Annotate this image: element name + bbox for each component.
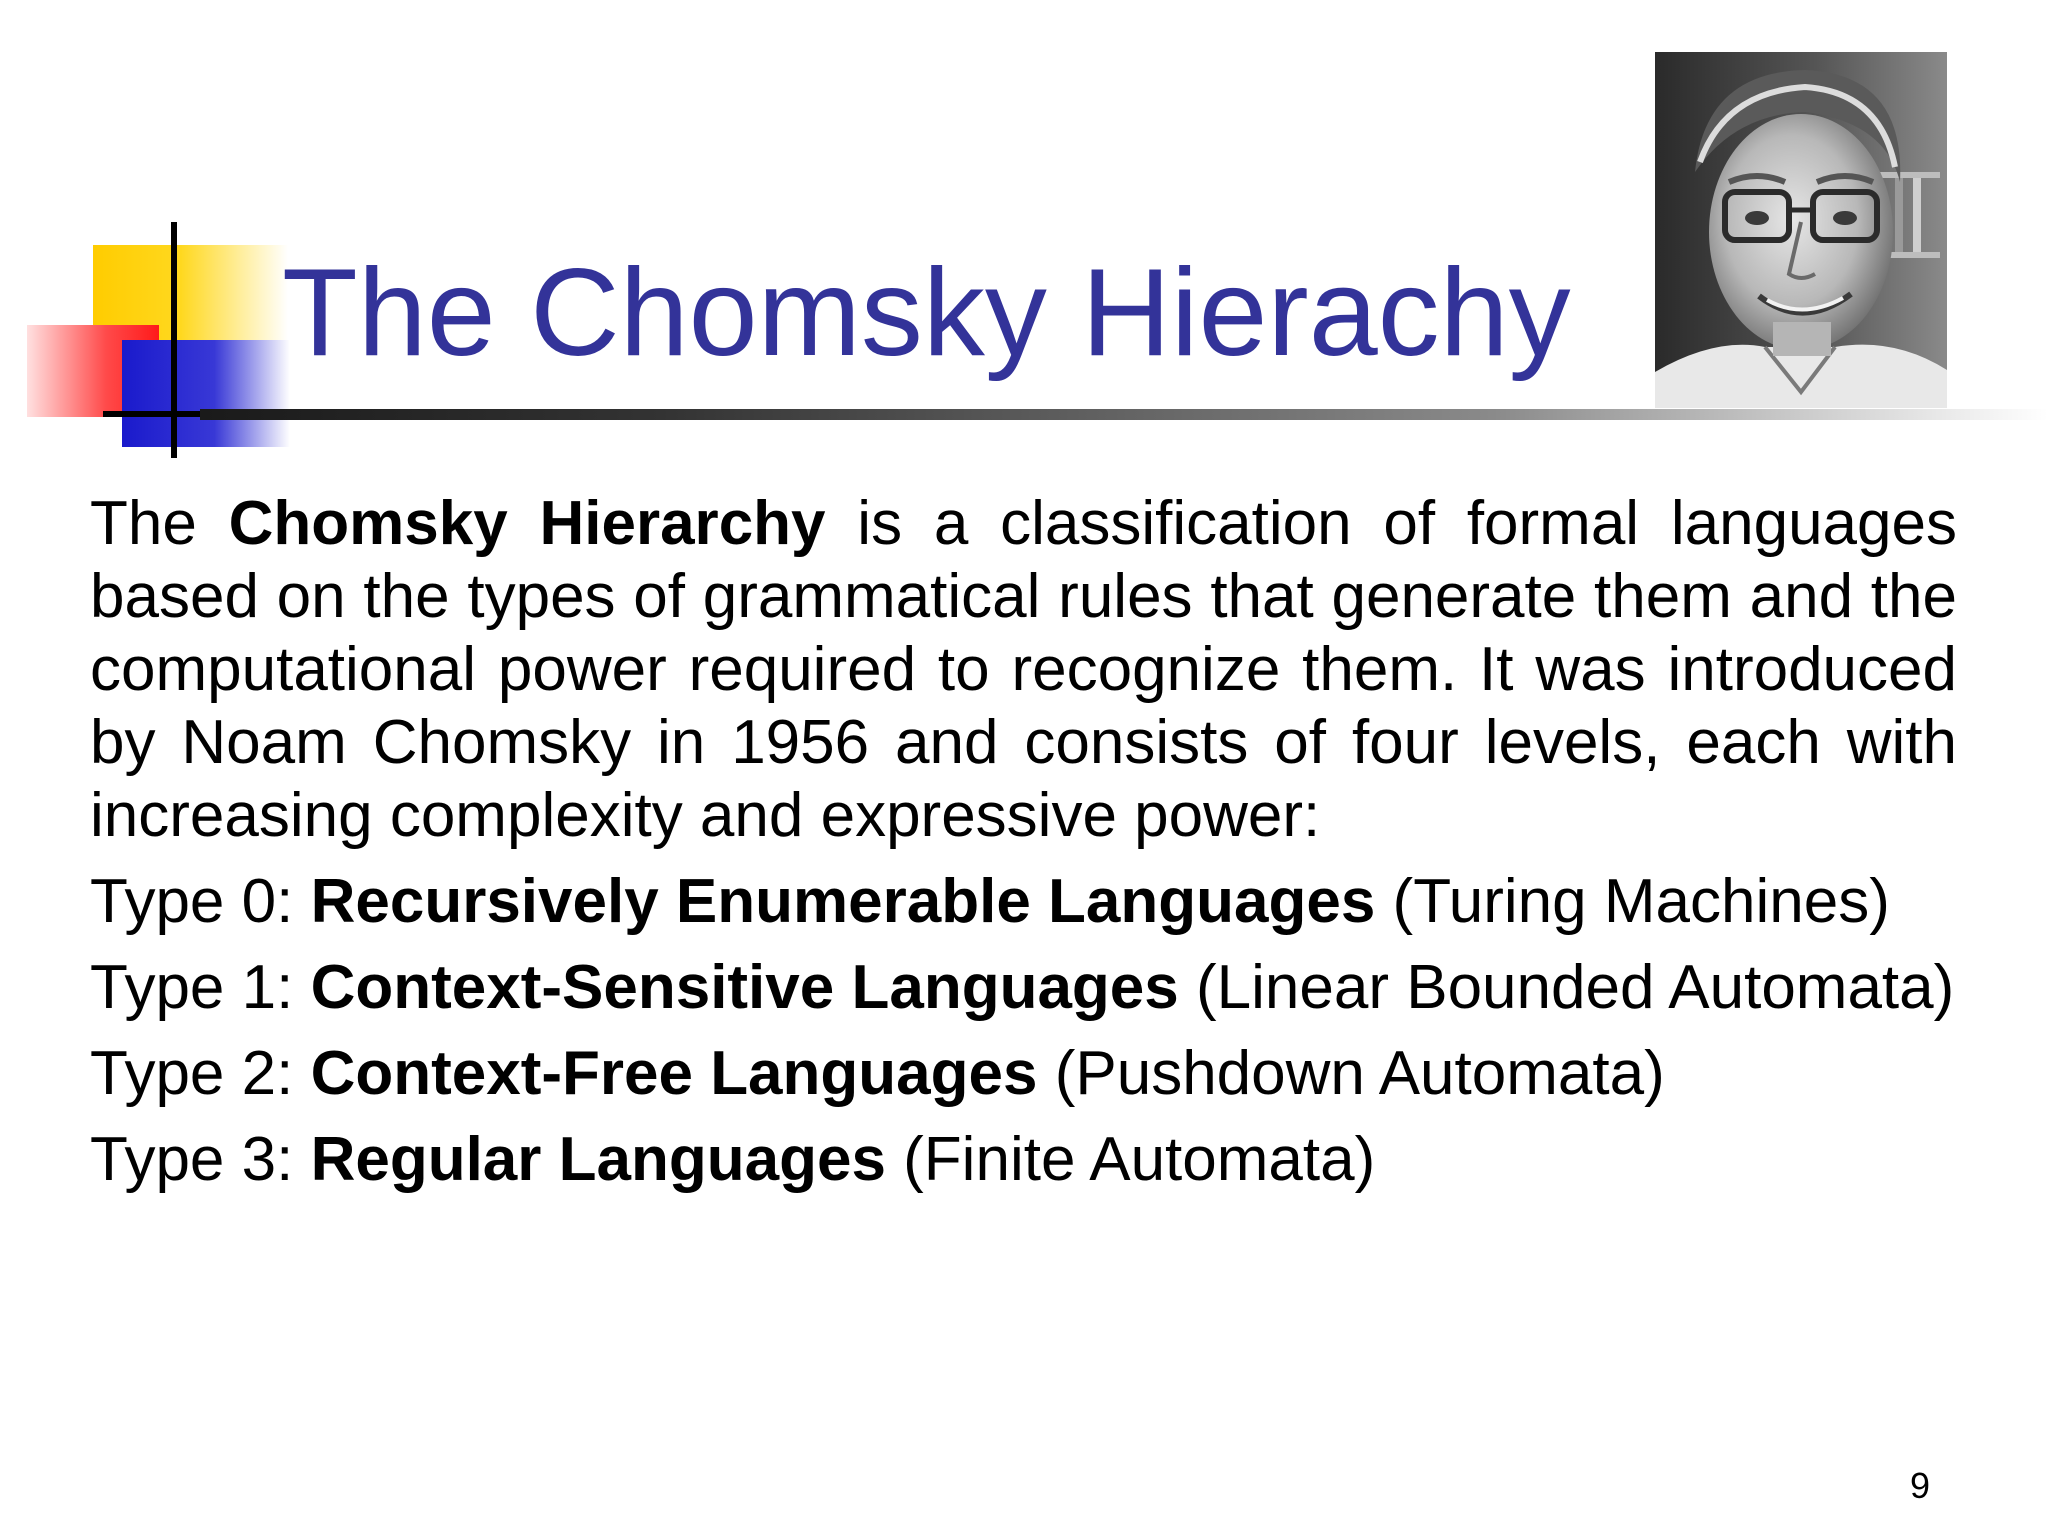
- type-name: Regular Languages: [310, 1125, 886, 1194]
- logo-blue-square: [122, 340, 290, 447]
- type-suffix: (Finite Automata): [885, 1125, 1376, 1194]
- intro-rest: is a classification of formal languages based on the types of grammatical rules that generate them and the computational power required to recognize them. It was introduced by Noam Chomsky in 1956 and consists of four levels, each with increasing complexity and expressive power:: [90, 489, 1957, 850]
- page-number: 9: [1909, 1465, 1930, 1506]
- type-prefix: Type 0:: [90, 867, 311, 936]
- type-item-3: [90, 1123, 1957, 1196]
- type-suffix: (Pushdown Automata): [1037, 1039, 1665, 1108]
- intro-lead: The: [90, 489, 229, 558]
- portrait-photo-icon: [1655, 52, 1947, 408]
- intro-paragraph: [90, 487, 1957, 852]
- type-item-1: [90, 951, 1957, 1024]
- type-prefix: Type 2:: [90, 1039, 311, 1108]
- type-item-0: [90, 865, 1957, 938]
- logo-vertical-line: [171, 222, 177, 458]
- type-name: Context-Free Languages: [310, 1039, 1038, 1108]
- type-item-2: [90, 1037, 1957, 1110]
- type-suffix: (Turing Machines): [1375, 867, 1890, 936]
- type-suffix: (Linear Bounded Automata): [1178, 953, 1955, 1022]
- slide-body: [90, 487, 1957, 1196]
- slide-title: The Chomsky Hierachy: [282, 244, 1571, 382]
- type-prefix: Type 3:: [90, 1125, 311, 1194]
- portrait-photo: [1655, 52, 1947, 408]
- title-underline-rule: [200, 409, 2048, 420]
- type-name: Recursively Enumerable Languages: [310, 867, 1376, 936]
- intro-term: Chomsky Hierarchy: [228, 489, 826, 558]
- type-prefix: Type 1:: [90, 953, 311, 1022]
- type-name: Context-Sensitive Languages: [310, 953, 1179, 1022]
